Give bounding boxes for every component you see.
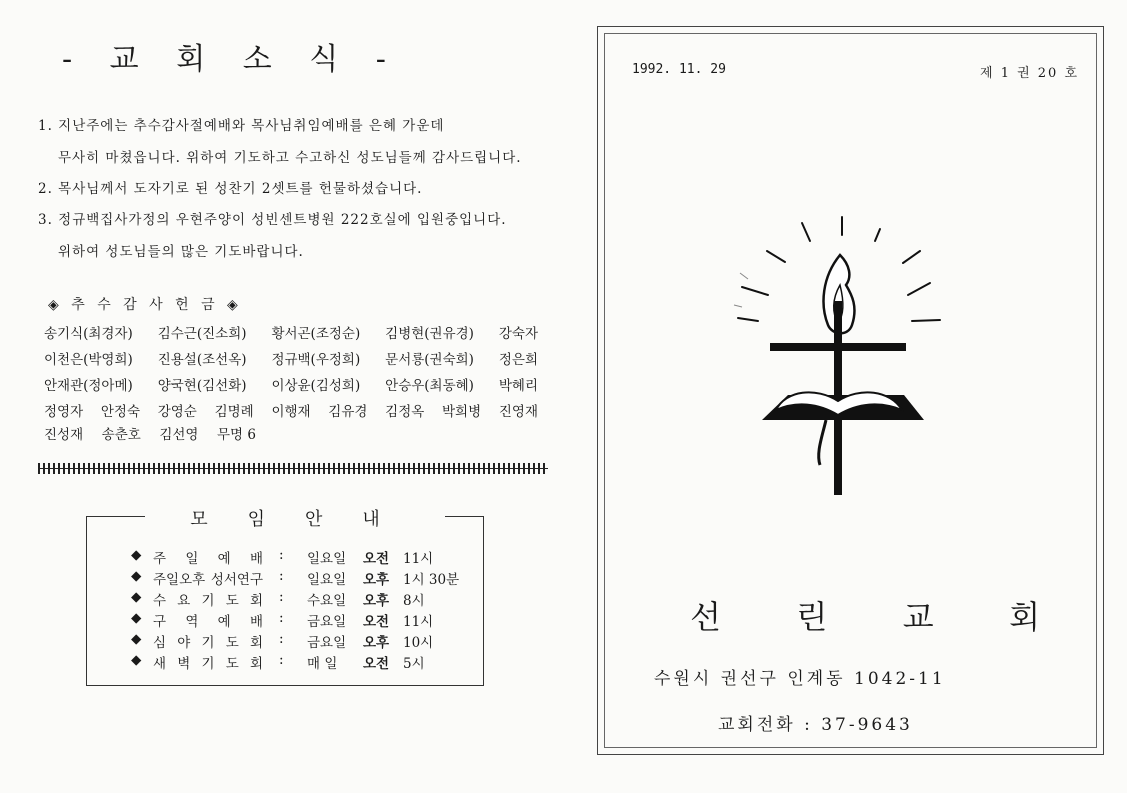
donor-name: 진영재 [498, 404, 538, 420]
donor-row [44, 374, 538, 394]
candle-cross-bible-icon [730, 215, 950, 500]
meeting-name-part: 새 [153, 656, 167, 672]
bullet-icon: ◆ [131, 568, 142, 584]
donor-name: 진성재 [44, 427, 84, 443]
meeting-name-part: 수 [153, 593, 167, 609]
meeting-ampm: 오후 [363, 593, 390, 609]
issue-number: 제 1 권 20 호 [980, 66, 1080, 81]
church-name [690, 592, 1040, 638]
news-item-1: 1. 지난주에는 추수감사절예배와 목사님취임예배를 은혜 가운데 [38, 118, 445, 134]
meeting-name-part: 심 [153, 635, 167, 651]
bullet-icon: ◆ [131, 610, 142, 626]
meeting-guide-box [86, 509, 484, 686]
decorative-divider [38, 463, 548, 474]
meeting-name-part: 구 [153, 614, 167, 630]
donor-name: 문서룡(권숙희) [385, 352, 474, 368]
donor-name: 김선영 [159, 427, 199, 443]
donor-name: 김수근(진소희) [157, 326, 247, 342]
church-phone: 교회전화 : 37-9643 [718, 715, 913, 735]
church-name-char: 회 [1009, 598, 1040, 636]
donor-name: 안재관(정아메) [44, 378, 133, 394]
meeting-name [153, 589, 263, 609]
donor-name: 김유경 [328, 404, 368, 420]
meeting-name-part: 회 [249, 656, 263, 672]
church-name-char: 선 [690, 598, 721, 636]
meeting-name-part: 주일오후 [153, 572, 206, 588]
meeting-name-part: 예 [217, 551, 231, 567]
bullet-icon: ◆ [131, 631, 142, 647]
bullet-icon: ◆ [131, 589, 142, 605]
meeting-ampm: 오후 [363, 635, 390, 651]
donor-name: 이행재 [271, 404, 311, 420]
donor-name: 정영자 [44, 404, 84, 420]
meeting-name [153, 631, 263, 651]
news-item-3: 3. 정규백집사가정의 우현주양이 성빈센트병원 222호실에 입원중입니다. [38, 212, 507, 228]
meeting-time: 5시 [403, 656, 425, 672]
meeting-guide-title: 모임안내 [145, 505, 445, 531]
meeting-name-part: 벽 [177, 656, 191, 672]
separator: : [279, 589, 284, 605]
meeting-name-part: 기 [201, 593, 215, 609]
meeting-name-part: 배 [249, 551, 263, 567]
meeting-ampm: 오전 [363, 614, 390, 630]
meeting-name-part: 배 [249, 614, 263, 630]
news-item-2: 2. 목사님께서 도자기로 된 성찬기 2셋트를 헌물하셨습니다. [38, 181, 423, 197]
meeting-name-part: 기 [201, 635, 215, 651]
meeting-time: 1시 30분 [403, 572, 460, 588]
meeting-name [153, 652, 263, 672]
meeting-name-part: 주 [153, 551, 167, 567]
donor-row [44, 423, 256, 443]
separator: : [279, 652, 284, 668]
meeting-day: 일요일 [307, 551, 347, 567]
donor-name: 정규백(우정희) [271, 352, 361, 368]
donor-row [44, 322, 538, 342]
meeting-name-part: 회 [249, 593, 263, 609]
bullet-icon: ◆ [131, 652, 142, 668]
donor-name: 박혜리 [498, 378, 538, 394]
meeting-time: 11시 [403, 614, 434, 630]
separator: : [279, 631, 284, 647]
meeting-name-part: 도 [225, 593, 239, 609]
meeting-name [153, 610, 263, 630]
meeting-time: 10시 [403, 635, 434, 651]
separator: : [279, 568, 284, 584]
church-address: 수원시 권선구 인계동 1042-11 [654, 669, 946, 689]
church-name-char: 교 [902, 598, 934, 636]
donor-name: 안정숙 [100, 404, 140, 420]
news-item-1-cont: 무사히 마쳤읍니다. 위하여 기도하고 수고하신 성도님들께 감사드립니다. [58, 150, 522, 166]
meeting-name [153, 547, 263, 567]
donor-name: 황서곤(조정순) [271, 326, 361, 342]
donor-name: 송기식(최경자) [44, 326, 133, 342]
meeting-name-part: 도 [225, 635, 239, 651]
donor-name: 무명 6 [217, 427, 256, 443]
bullet-icon: ◆ [131, 547, 142, 563]
meeting-name-part: 요 [177, 593, 191, 609]
donor-name: 진용설(조선옥) [157, 352, 247, 368]
church-name-char: 린 [796, 598, 828, 636]
donor-name: 정은희 [498, 352, 538, 368]
meeting-name-part: 기 [201, 656, 215, 672]
meeting-ampm: 오전 [363, 656, 390, 672]
meeting-name-part: 역 [185, 614, 199, 630]
donor-name: 이천은(박영희) [44, 352, 133, 368]
donor-name: 송춘호 [101, 427, 141, 443]
meeting-name-part: 예 [217, 614, 231, 630]
meeting-day: 수요일 [307, 593, 347, 609]
donor-name: 김정옥 [385, 404, 425, 420]
meeting-time: 11시 [403, 551, 434, 567]
news-title: - 교 회 소 식 - [62, 42, 400, 77]
meeting-day: 일요일 [307, 572, 347, 588]
issue-date: 1992. 11. 29 [632, 62, 726, 77]
meeting-ampm: 오후 [363, 572, 390, 588]
separator: : [279, 547, 284, 563]
meeting-day: 금요일 [307, 614, 347, 630]
meeting-ampm: 오전 [363, 551, 390, 567]
donor-row [44, 348, 538, 368]
meeting-name [153, 568, 263, 588]
meeting-name-part: 성서연구 [210, 572, 263, 588]
meeting-day: 매 일 [307, 656, 338, 672]
meeting-day: 금요일 [307, 635, 347, 651]
separator: : [279, 610, 284, 626]
donor-name: 강영순 [157, 404, 197, 420]
offering-heading: ◈ 추 수 감 사 헌 금 ◈ [48, 297, 242, 313]
donor-name: 김명례 [214, 404, 254, 420]
donor-name: 양국현(김선화) [157, 378, 247, 394]
meeting-name-part: 일 [185, 551, 199, 567]
donor-name: 강숙자 [498, 326, 538, 342]
meeting-name-part: 회 [249, 635, 263, 651]
meeting-name-part: 도 [225, 656, 239, 672]
meeting-time: 8시 [403, 593, 425, 609]
meeting-name-part: 야 [177, 635, 191, 651]
donor-row [44, 400, 538, 420]
donor-name: 박희병 [442, 404, 482, 420]
donor-name: 안승우(최동혜) [385, 378, 474, 394]
donor-name: 김병현(권유경) [385, 326, 474, 342]
donor-name: 이상윤(김성희) [271, 378, 361, 394]
news-item-3-cont: 위하여 성도님들의 많은 기도바랍니다. [58, 244, 304, 260]
